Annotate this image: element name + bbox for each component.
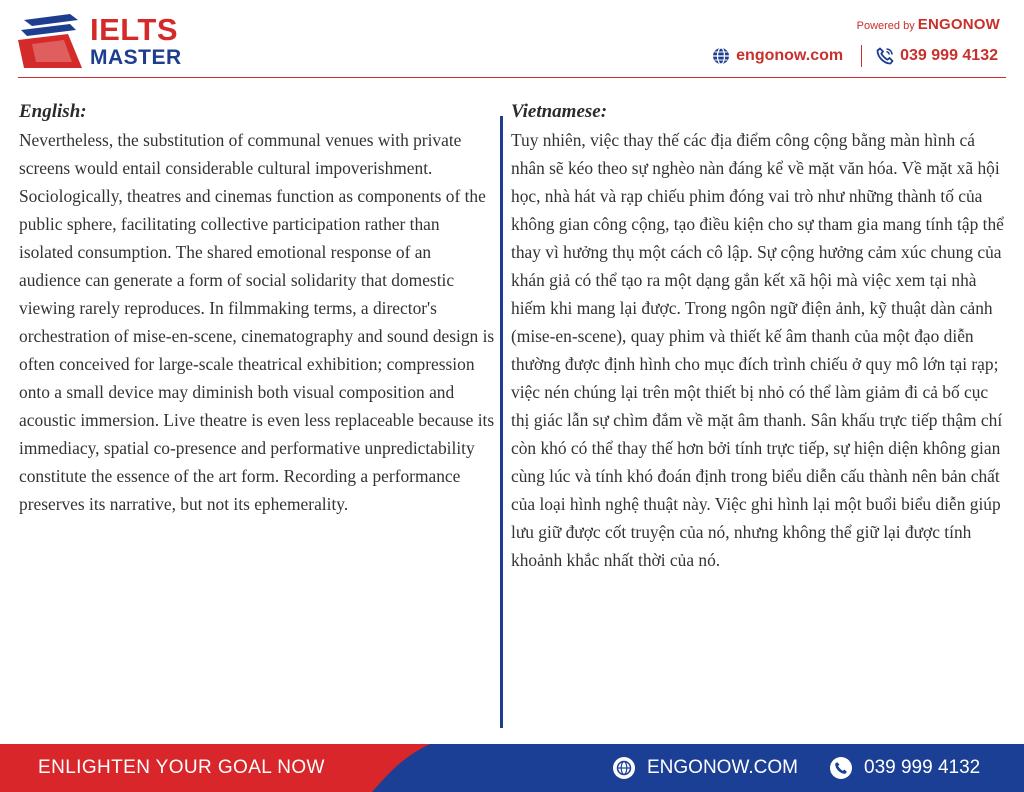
phone-icon	[876, 47, 894, 65]
page-header	[0, 0, 1024, 80]
globe-icon	[712, 47, 730, 65]
footer-slogan: ENLIGHTEN YOUR GOAL NOW	[38, 757, 325, 778]
header-website-link[interactable]	[712, 47, 843, 65]
phone-icon	[830, 757, 852, 779]
vietnamese-column	[511, 98, 1007, 574]
powered-by	[857, 16, 1000, 33]
header-phone-text: 039 999 4132	[900, 47, 998, 64]
column-divider	[500, 116, 503, 728]
vietnamese-title: Vietnamese:	[511, 101, 608, 122]
ielts-master-logo-icon	[18, 14, 86, 68]
page-footer	[0, 744, 1024, 792]
english-column	[19, 98, 497, 518]
contact-separator	[861, 45, 862, 67]
footer-phone-text: 039 999 4132	[864, 757, 981, 778]
powered-by-prefix: Powered by	[856, 20, 918, 32]
footer-phone-link[interactable]	[830, 754, 980, 782]
header-contact	[712, 44, 998, 68]
footer-website-link[interactable]	[613, 754, 798, 782]
header-website-text: engonow.com	[736, 47, 844, 64]
vietnamese-paragraph: Tuy nhiên, việc thay thế các địa điểm công cộng bằng màn hình cá nhân sẽ kéo theo sự nghèo nàn đáng kể về mặt văn hóa. Về mặt xã hội học, nhà hát và rạp chiếu phim đóng vai trò như những thành tố của không gian công cộng, tạo điều kiện cho sự tham gia mang tính tập thể thay vì hưởng thụ một cách cô lập. Sự cộng hưởng cảm xúc chung của khán giả có thể tạo ra một dạng gắn kết xã hội mà việc xem tại nhà hiếm khi mang lại được. Trong ngôn ngữ điện ảnh, kỹ thuật dàn cảnh (mise-en-scene), quay phim và thiết kế âm thanh của một đạo diễn thường được định hình cho mục đích trình chiếu ở quy mô lớn tại rạp; việc nén chúng lại trên một thiết bị nhỏ có thể làm giảm đi cả bố cục thị giác lẫn sự chìm đắm về mặt âm thanh. Sân khấu trực tiếp thậm chí còn khó có thể thay thế hơn bởi tính trực tiếp, sự hiện diện không gian cùng lúc và tính khó đoán định trong biểu diễn cấu thành nên bản chất của loại hình nghệ thuật này. Việc ghi hình lại một buổi biểu diễn giúp lưu giữ được cốt truyện của nó, nhưng không thể giữ lại được tính khoảnh khắc nhất thời của nó.	[511, 130, 1004, 570]
english-paragraph: Nevertheless, the substitution of communal venues with private screens would entail considerable cultural impoverishment. Sociologically, theatres and cinemas function as components of the public sphere, facilitating collective participation rather than isolated consumption. The shared emotional response of an audience can generate a form of social solidarity that domestic viewing rarely reproduces. In filmmaking terms, a director's orchestration of mise-en-scene, cinematography and sound design is often conceived for large-scale theatrical exhibition; compression onto a small device may diminish both visual composition and acoustic immersion. Live theatre is even less replaceable because its immediacy, spatial co-presence and performative unpredictability constitute the essence of the art form. Recording a performance preserves its narrative, but not its ephemerality.	[19, 130, 495, 514]
logo-text-ielts: IELTS	[90, 12, 179, 47]
header-divider	[18, 77, 1006, 78]
footer-website-text: ENGONOW.COM	[647, 757, 798, 778]
logo-text-master: MASTER	[90, 46, 182, 69]
ielts-master-logo[interactable]	[18, 12, 188, 70]
powered-by-brand[interactable]: ENGONOW	[917, 16, 1000, 33]
header-phone-link[interactable]	[876, 47, 998, 65]
globe-icon	[613, 757, 635, 779]
english-title: English:	[19, 101, 87, 122]
